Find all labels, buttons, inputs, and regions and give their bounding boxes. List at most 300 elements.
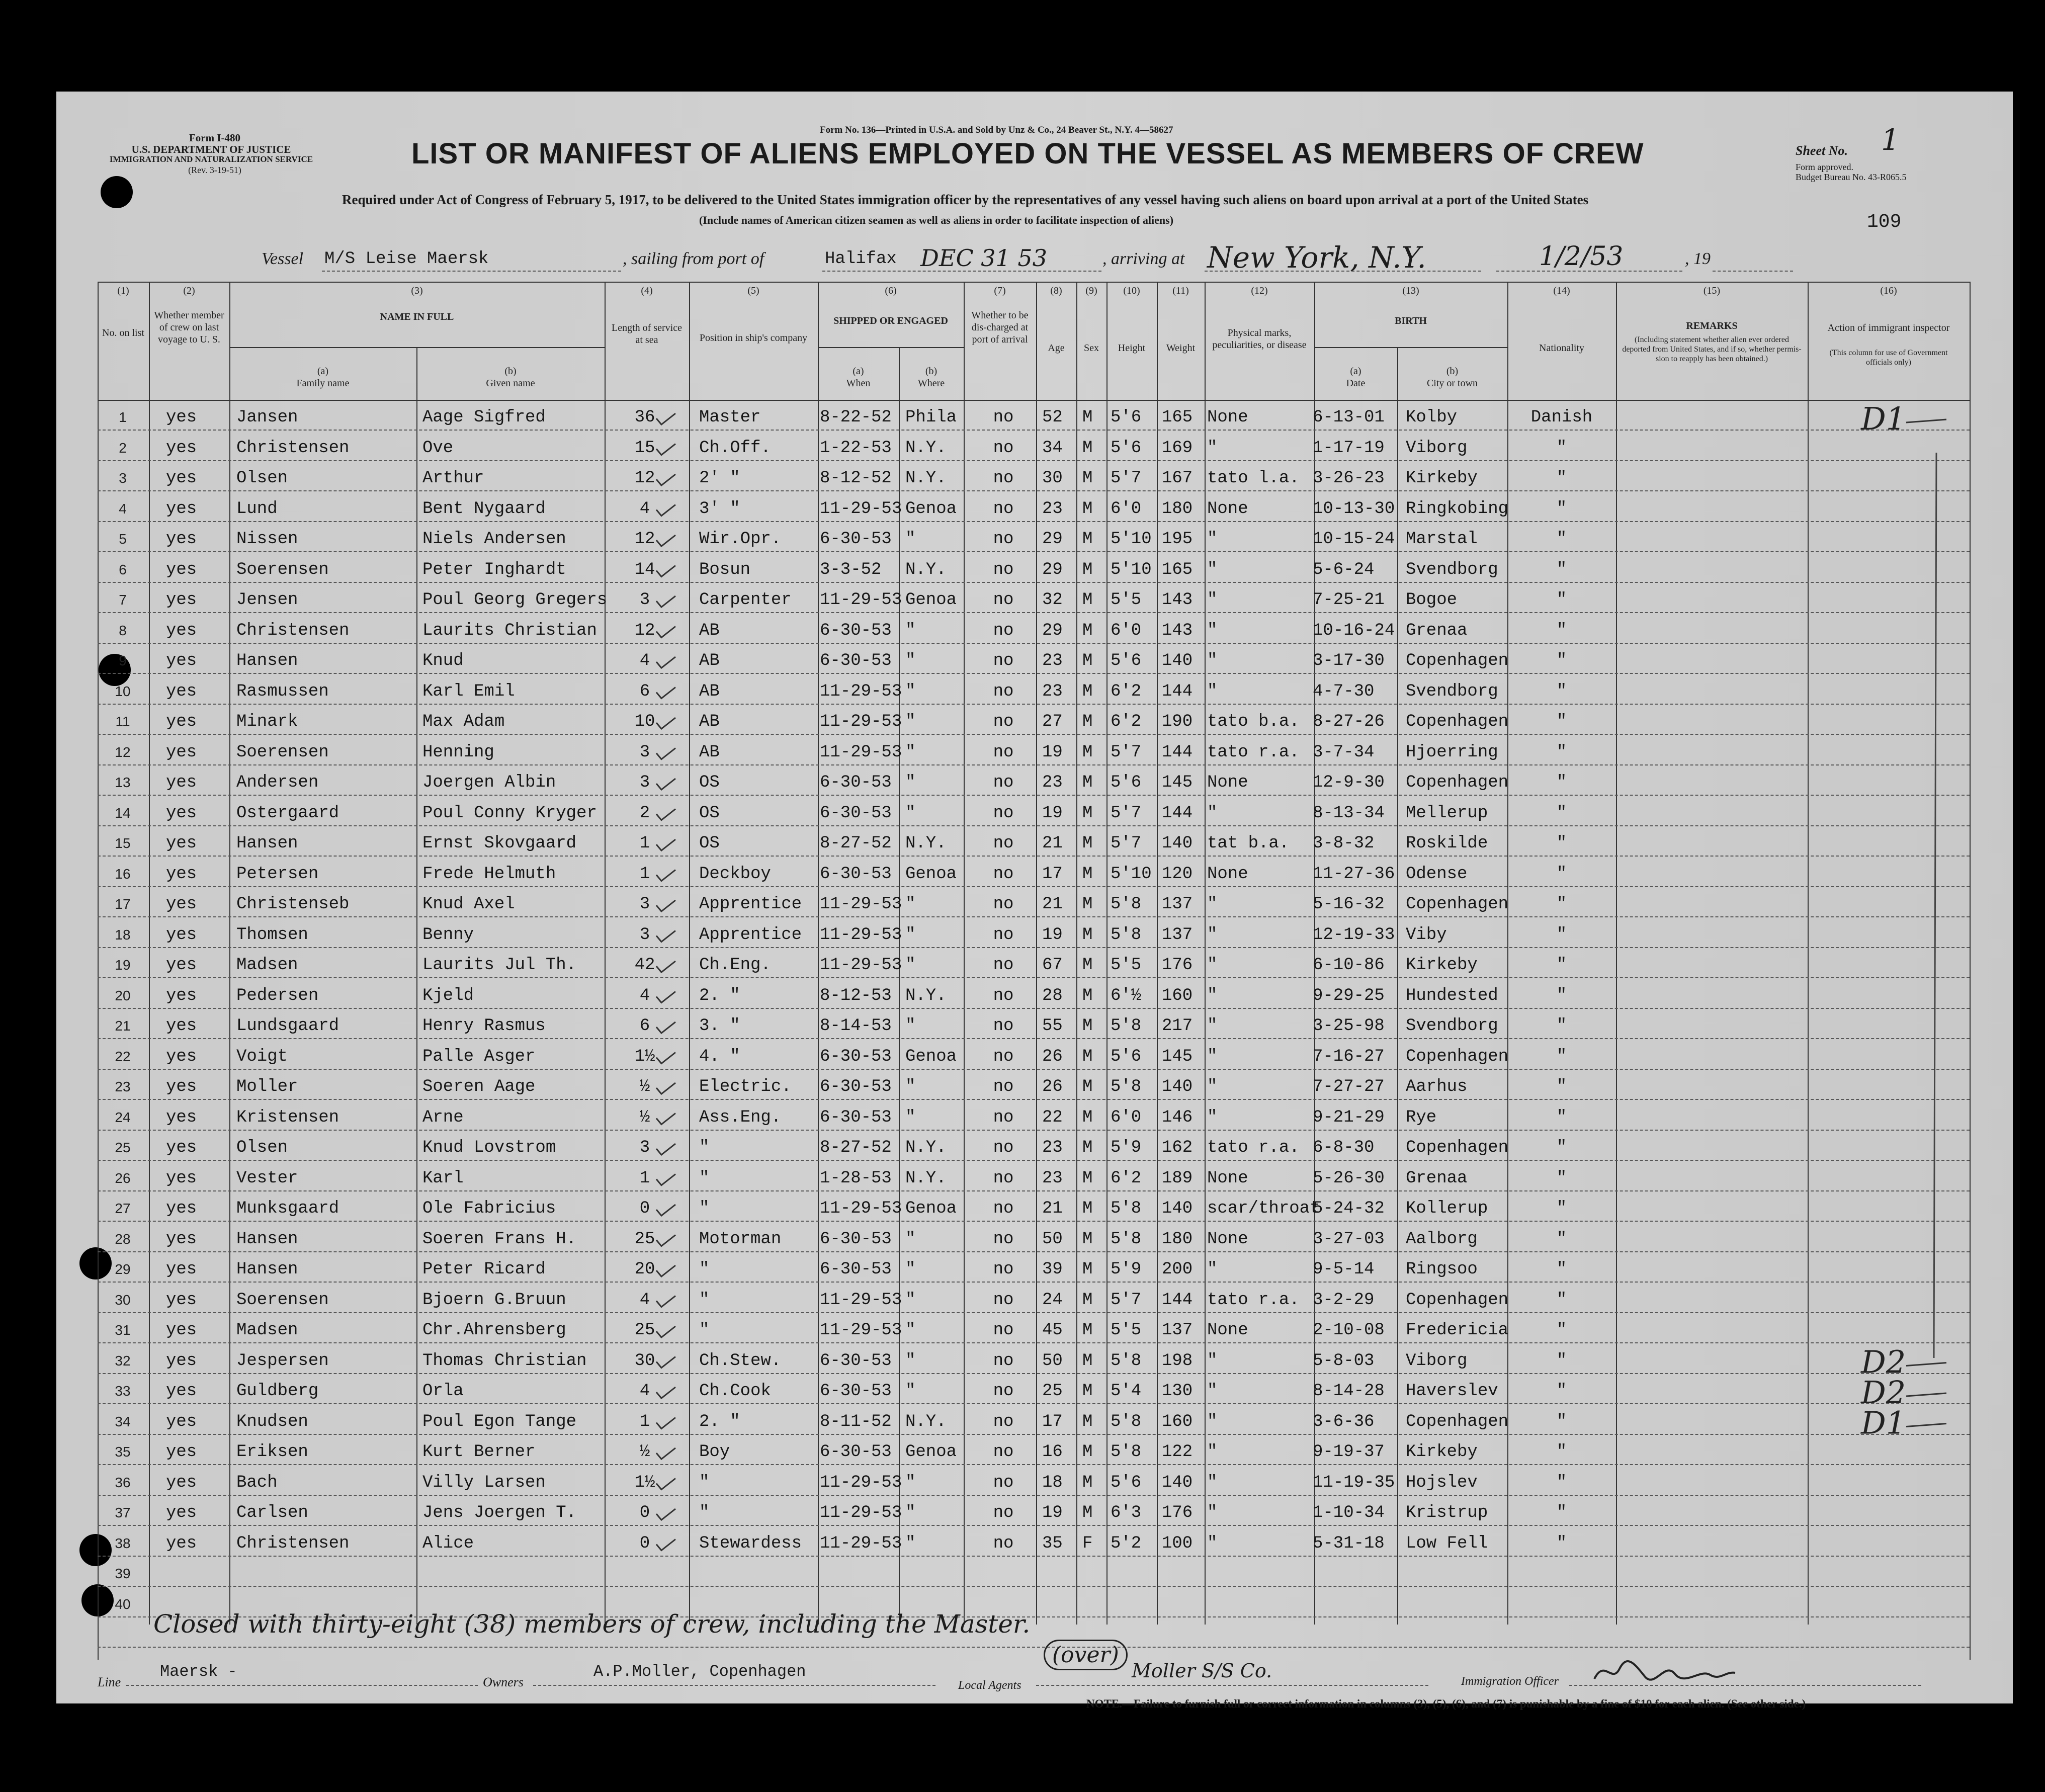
member-last-voyage: yes — [166, 1047, 197, 1066]
shipped-where: " — [905, 712, 916, 731]
height: 5'6 — [1111, 408, 1142, 427]
given-name: Poul Georg Gregers — [422, 590, 608, 610]
shipped-when: 6-30-53 — [820, 1351, 892, 1371]
family-name: Hansen — [236, 834, 298, 853]
service-length: 4 — [639, 499, 650, 519]
discharged: no — [993, 1016, 1014, 1036]
weight: 140 — [1162, 651, 1193, 670]
given-name: Aage Sigfred — [422, 408, 546, 427]
discharged: no — [993, 1321, 1014, 1340]
agents-value: Moller S/S Co. — [1132, 1660, 1272, 1682]
height: 6'½ — [1111, 986, 1142, 1005]
birth-date: 3-7-34 — [1313, 742, 1375, 762]
birth-date: 11-27-36 — [1313, 864, 1395, 884]
weight: 140 — [1162, 1199, 1193, 1218]
family-name: Lund — [236, 499, 278, 519]
shipped-when: 11-29-53 — [820, 925, 902, 945]
member-last-voyage: yes — [166, 712, 197, 731]
height: 5'5 — [1111, 1321, 1142, 1340]
nationality: " — [1556, 1199, 1567, 1218]
weight: 144 — [1162, 742, 1193, 762]
nationality: " — [1556, 1047, 1567, 1066]
discharged: no — [993, 438, 1014, 458]
service-length: 0 — [639, 1503, 650, 1522]
shipped-when: 6-30-53 — [820, 1077, 892, 1096]
check-mark — [656, 1053, 675, 1064]
physical-marks: " — [1207, 438, 1218, 458]
position: 2' " — [699, 469, 740, 488]
height: 5'5 — [1111, 956, 1142, 975]
line-label: Line — [98, 1675, 121, 1689]
check-mark — [656, 839, 675, 850]
header-discharged: Whether to be dis-charged at port of arrival — [971, 310, 1029, 345]
service-length: 2 — [639, 803, 650, 823]
check-mark — [656, 1235, 675, 1246]
family-name: Christenseb — [236, 895, 350, 914]
age: 23 — [1042, 1138, 1063, 1157]
family-name: Knudsen — [236, 1412, 308, 1431]
member-last-voyage: yes — [166, 1351, 197, 1371]
shipped-when: 6-30-53 — [820, 803, 892, 823]
check-mark — [656, 1509, 675, 1520]
discharged: no — [993, 621, 1014, 640]
discharged: no — [993, 560, 1014, 579]
given-name: Peter Ricard — [422, 1260, 546, 1279]
physical-marks: tato r.a. — [1207, 1138, 1300, 1157]
position: 2. " — [699, 1412, 740, 1431]
age: 23 — [1042, 773, 1063, 792]
shipped-where: Genoa — [905, 864, 957, 884]
height: 5'9 — [1111, 1260, 1142, 1279]
position: Master — [699, 408, 761, 427]
discharged: no — [993, 956, 1014, 975]
member-last-voyage: yes — [166, 1473, 197, 1492]
sex: M — [1082, 590, 1093, 610]
nationality: " — [1556, 560, 1567, 579]
birth-city: Svendborg — [1406, 681, 1498, 701]
nationality: " — [1556, 864, 1567, 884]
position: 4. " — [699, 1047, 740, 1066]
given-name: Joergen Albin — [422, 773, 556, 792]
nationality: " — [1556, 469, 1567, 488]
birth-city: Kirkeby — [1406, 469, 1478, 488]
sailing-label: , sailing from port of — [623, 249, 764, 268]
discharged: no — [993, 1107, 1014, 1127]
birth-city: Grenaa — [1406, 621, 1468, 640]
weight: 144 — [1162, 803, 1193, 823]
weight: 120 — [1162, 864, 1193, 884]
col-num: (11) — [1172, 285, 1189, 296]
position: 3. " — [699, 1016, 740, 1036]
port-value: Halifax — [825, 249, 897, 269]
row-number: 13 — [115, 775, 131, 790]
agents-label: Local Agents — [958, 1679, 1021, 1692]
family-name: Kristensen — [236, 1107, 339, 1127]
shipped-where: " — [905, 1503, 916, 1522]
member-last-voyage: yes — [166, 1321, 197, 1340]
height: 5'8 — [1111, 1199, 1142, 1218]
birth-city: Low Fell — [1406, 1533, 1488, 1553]
shipped-when: 8-11-52 — [820, 1412, 892, 1431]
height: 5'8 — [1111, 1016, 1142, 1036]
nationality: " — [1556, 712, 1567, 731]
member-last-voyage: yes — [166, 864, 197, 884]
header-position: Position in ship's company — [699, 332, 808, 344]
age: 29 — [1042, 621, 1063, 640]
nationality: " — [1556, 1473, 1567, 1492]
shipped-where: N.Y. — [905, 834, 947, 853]
row-number: 36 — [115, 1474, 131, 1490]
check-mark — [656, 809, 675, 820]
family-name: Soerensen — [236, 560, 329, 579]
sex: F — [1082, 1533, 1093, 1553]
nationality: " — [1556, 834, 1567, 853]
inspector-dash — [1906, 1363, 1946, 1366]
birth-city: Odense — [1406, 864, 1468, 884]
height: 5'7 — [1111, 742, 1142, 762]
sex: M — [1082, 1442, 1093, 1462]
height: 5'9 — [1111, 1138, 1142, 1157]
inspector-dash — [1906, 419, 1946, 422]
row-number: 37 — [115, 1505, 131, 1520]
inspector-mark: D2 — [1861, 1343, 1906, 1381]
nationality: " — [1556, 1107, 1567, 1127]
service-length: 0 — [639, 1199, 650, 1218]
check-mark — [656, 1083, 675, 1094]
sex: M — [1082, 469, 1093, 488]
check-mark — [656, 627, 675, 638]
family-name: Soerensen — [236, 742, 329, 762]
age: 17 — [1042, 864, 1063, 884]
check-mark — [656, 1326, 675, 1337]
birth-city: Haverslev — [1406, 1382, 1498, 1401]
member-last-voyage: yes — [166, 834, 197, 853]
position: AB — [699, 742, 720, 762]
given-name: Bjoern G.Bruun — [422, 1290, 566, 1310]
physical-marks: " — [1207, 560, 1218, 579]
row-number: 34 — [115, 1413, 131, 1429]
birth-city: Copenhagen — [1406, 712, 1509, 731]
age: 24 — [1042, 1290, 1063, 1310]
discharged: no — [993, 651, 1014, 670]
birth-city: Copenhagen — [1406, 1412, 1509, 1431]
height: 5'8 — [1111, 895, 1142, 914]
discharged: no — [993, 1503, 1014, 1522]
header-sex: Sex — [1084, 343, 1099, 354]
check-mark — [656, 566, 675, 577]
row-number: 2 — [119, 440, 127, 456]
nationality: " — [1556, 499, 1567, 519]
physical-marks: scar/throat — [1207, 1199, 1320, 1218]
form-number: Form I-480 — [189, 132, 241, 144]
height: 6'0 — [1111, 1107, 1142, 1127]
arriving-label: , arriving at — [1102, 249, 1185, 268]
given-name: Laurits Jul Th. — [422, 956, 577, 975]
height: 5'7 — [1111, 469, 1142, 488]
col-num: (13) — [1402, 285, 1419, 296]
check-mark — [656, 779, 675, 790]
shipped-when: 11-29-53 — [820, 590, 902, 610]
header-given: Given name — [486, 378, 535, 389]
nationality: " — [1556, 742, 1567, 762]
service-length: 4 — [639, 651, 650, 670]
member-last-voyage: yes — [166, 1199, 197, 1218]
row-number: 24 — [115, 1109, 131, 1125]
member-last-voyage: yes — [166, 499, 197, 519]
member-last-voyage: yes — [166, 742, 197, 762]
position: Ch.Eng. — [699, 956, 771, 975]
physical-marks: None — [1207, 773, 1248, 792]
birth-date: 8-27-26 — [1313, 712, 1385, 731]
birth-city: Kolby — [1406, 408, 1458, 427]
check-mark — [656, 870, 675, 881]
birth-date: 1-17-19 — [1313, 438, 1385, 458]
row-number: 22 — [115, 1048, 131, 1064]
shipped-where: " — [905, 1351, 916, 1371]
sex: M — [1082, 864, 1093, 884]
budget-number: Budget Bureau No. 43-R065.5 — [1796, 172, 1907, 182]
sex: M — [1082, 1199, 1093, 1218]
header-weight: Weight — [1166, 343, 1196, 354]
birth-city: Copenhagen — [1406, 651, 1509, 670]
physical-marks: tato r.a. — [1207, 1290, 1300, 1310]
birth-city: Mellerup — [1406, 803, 1488, 823]
family-name: Soerensen — [236, 1290, 329, 1310]
service-length: 30 — [634, 1351, 655, 1371]
row-number: 5 — [119, 531, 127, 547]
nationality: " — [1556, 681, 1567, 701]
member-last-voyage: yes — [166, 1442, 197, 1462]
age: 28 — [1042, 986, 1063, 1005]
service-length: 25 — [634, 1321, 655, 1340]
given-name: Thomas Christian — [422, 1351, 587, 1371]
check-mark — [656, 992, 675, 1003]
position: " — [699, 1503, 710, 1522]
position: Deckboy — [699, 864, 771, 884]
shipped-where: " — [905, 742, 916, 762]
shipped-where: Genoa — [905, 590, 957, 610]
physical-marks: " — [1207, 1016, 1218, 1036]
service-length: 36 — [634, 408, 655, 427]
header-family: Family name — [296, 378, 350, 389]
age: 34 — [1042, 438, 1063, 458]
check-mark — [656, 900, 675, 911]
shipped-where: " — [905, 530, 916, 549]
given-name: Kurt Berner — [422, 1442, 536, 1462]
family-name: Nissen — [236, 530, 298, 549]
discharged: no — [993, 1412, 1014, 1431]
discharged: no — [993, 590, 1014, 610]
shipped-when: 11-29-53 — [820, 499, 902, 519]
birth-city: Kirkeby — [1406, 1442, 1478, 1462]
birth-date: 7-16-27 — [1313, 1047, 1385, 1066]
service-length: 1½ — [634, 1473, 655, 1492]
check-mark — [656, 1114, 675, 1125]
birth-city: Viby — [1406, 925, 1447, 945]
year-label: , 19 — [1685, 249, 1711, 268]
birth-date: 10-16-24 — [1313, 621, 1395, 640]
discharged: no — [993, 499, 1014, 519]
check-mark — [656, 1144, 675, 1155]
member-last-voyage: yes — [166, 925, 197, 945]
col-num: (2) — [183, 285, 195, 296]
page-title: LIST OR MANIFEST OF ALIENS EMPLOYED ON THE VESSEL AS MEMBERS OF CREW — [411, 137, 1644, 170]
given-name: Chr.Ahrensberg — [422, 1321, 566, 1340]
shipped-where: " — [905, 803, 916, 823]
birth-city: Copenhagen — [1406, 1047, 1509, 1066]
family-name: Christensen — [236, 438, 350, 458]
discharged: no — [993, 1290, 1014, 1310]
sex: M — [1082, 1260, 1093, 1279]
position: Carpenter — [699, 590, 792, 610]
age: 52 — [1042, 408, 1063, 427]
physical-marks: " — [1207, 651, 1218, 670]
physical-marks: None — [1207, 1229, 1248, 1249]
age: 23 — [1042, 1168, 1063, 1188]
service-length: 3 — [639, 590, 650, 610]
service-length: 25 — [634, 1229, 655, 1249]
age: 19 — [1042, 803, 1063, 823]
physical-marks: tato b.a. — [1207, 712, 1300, 731]
sex: M — [1082, 621, 1093, 640]
shipped-where: Genoa — [905, 1442, 957, 1462]
nationality: " — [1556, 590, 1567, 610]
discharged: no — [993, 408, 1014, 427]
row-number: 16 — [115, 866, 131, 882]
sex: M — [1082, 499, 1093, 519]
row-number: 9 — [119, 653, 127, 668]
sex: M — [1082, 956, 1093, 975]
nationality: " — [1556, 1016, 1567, 1036]
sex: M — [1082, 1382, 1093, 1401]
sheet-number: 1 — [1881, 123, 1900, 157]
birth-city: Hojslev — [1406, 1473, 1478, 1492]
family-name: Hansen — [236, 1229, 298, 1249]
family-name: Olsen — [236, 469, 288, 488]
given-name: Poul Conny Kryger — [422, 803, 597, 823]
arrival-date: 1/2/53 — [1539, 241, 1624, 272]
check-mark — [656, 931, 675, 942]
discharged: no — [993, 712, 1014, 731]
physical-marks: " — [1207, 1107, 1218, 1127]
service-length: 1 — [639, 864, 650, 884]
owners-label: Owners — [483, 1675, 524, 1689]
sex: M — [1082, 1321, 1093, 1340]
shipped-when: 8-12-53 — [820, 986, 892, 1005]
row-number: 17 — [115, 896, 131, 912]
service-length: 4 — [639, 986, 650, 1005]
shipped-when: 11-29-53 — [820, 681, 902, 701]
header-height: Height — [1118, 343, 1146, 354]
row-number: 12 — [115, 744, 131, 760]
shipped-when: 11-29-53 — [820, 895, 902, 914]
age: 25 — [1042, 1382, 1063, 1401]
weight: 195 — [1162, 530, 1193, 549]
member-last-voyage: yes — [166, 438, 197, 458]
discharged: no — [993, 1077, 1014, 1096]
position: " — [699, 1138, 710, 1157]
birth-city: Aalborg — [1406, 1229, 1478, 1249]
nationality: " — [1556, 925, 1567, 945]
physical-marks: " — [1207, 1533, 1218, 1553]
row-number: 10 — [115, 683, 131, 699]
given-name: Alice — [422, 1533, 474, 1553]
height: 6'2 — [1111, 681, 1142, 701]
service-length: 15 — [634, 438, 655, 458]
row-number: 7 — [119, 592, 127, 608]
header-remarks: REMARKS — [1686, 320, 1738, 331]
family-name: Rasmussen — [236, 681, 329, 701]
birth-date: 4-7-30 — [1313, 681, 1375, 701]
position: Ass.Eng. — [699, 1107, 782, 1127]
member-last-voyage: yes — [166, 681, 197, 701]
service-length: 4 — [639, 1290, 650, 1310]
given-name: Knud — [422, 651, 464, 670]
birth-city: Kollerup — [1406, 1199, 1488, 1218]
physical-marks: " — [1207, 1047, 1218, 1066]
family-name: Christensen — [236, 621, 350, 640]
shipped-when: 6-30-53 — [820, 1260, 892, 1279]
position: AB — [699, 621, 720, 640]
row-number: 19 — [115, 957, 131, 973]
member-last-voyage: yes — [166, 1016, 197, 1036]
weight: 140 — [1162, 1077, 1193, 1096]
weight: 180 — [1162, 499, 1193, 519]
check-mark — [656, 1265, 675, 1276]
discharged: no — [993, 803, 1014, 823]
age: 29 — [1042, 530, 1063, 549]
sex: M — [1082, 712, 1093, 731]
physical-marks: " — [1207, 621, 1218, 640]
given-name: Max Adam — [422, 712, 505, 731]
col-num: (14) — [1553, 285, 1570, 296]
nationality: " — [1556, 1260, 1567, 1279]
check-mark — [656, 413, 675, 424]
col-num: (15) — [1703, 285, 1721, 296]
birth-city: Ringsoo — [1406, 1260, 1478, 1279]
shipped-where: " — [905, 1321, 916, 1340]
check-mark — [656, 1022, 675, 1033]
position: AB — [699, 712, 720, 731]
shipped-when: 8-22-52 — [820, 408, 892, 427]
height: 5'7 — [1111, 834, 1142, 853]
member-last-voyage: yes — [166, 651, 197, 670]
sex: M — [1082, 834, 1093, 853]
shipped-where: " — [905, 956, 916, 975]
shipped-when: 6-30-53 — [820, 621, 892, 640]
age: 29 — [1042, 560, 1063, 579]
member-last-voyage: yes — [166, 895, 197, 914]
age: 23 — [1042, 681, 1063, 701]
sex: M — [1082, 1503, 1093, 1522]
row-number: 38 — [115, 1535, 131, 1551]
member-last-voyage: yes — [166, 1260, 197, 1279]
shipped-where: N.Y. — [905, 1168, 947, 1188]
weight: 160 — [1162, 1412, 1193, 1431]
service-name: IMMIGRATION AND NATURALIZATION SERVICE — [109, 154, 313, 164]
family-name: Jensen — [236, 590, 298, 610]
nationality: " — [1556, 1503, 1567, 1522]
birth-date: 11-19-35 — [1313, 1473, 1395, 1492]
discharged: no — [993, 1473, 1014, 1492]
age: 50 — [1042, 1229, 1063, 1249]
position: Boy — [699, 1442, 730, 1462]
weight: 130 — [1162, 1382, 1193, 1401]
family-name: Ostergaard — [236, 803, 339, 823]
sex: M — [1082, 651, 1093, 670]
col-num: (16) — [1880, 285, 1897, 296]
row-number: 33 — [115, 1383, 131, 1399]
